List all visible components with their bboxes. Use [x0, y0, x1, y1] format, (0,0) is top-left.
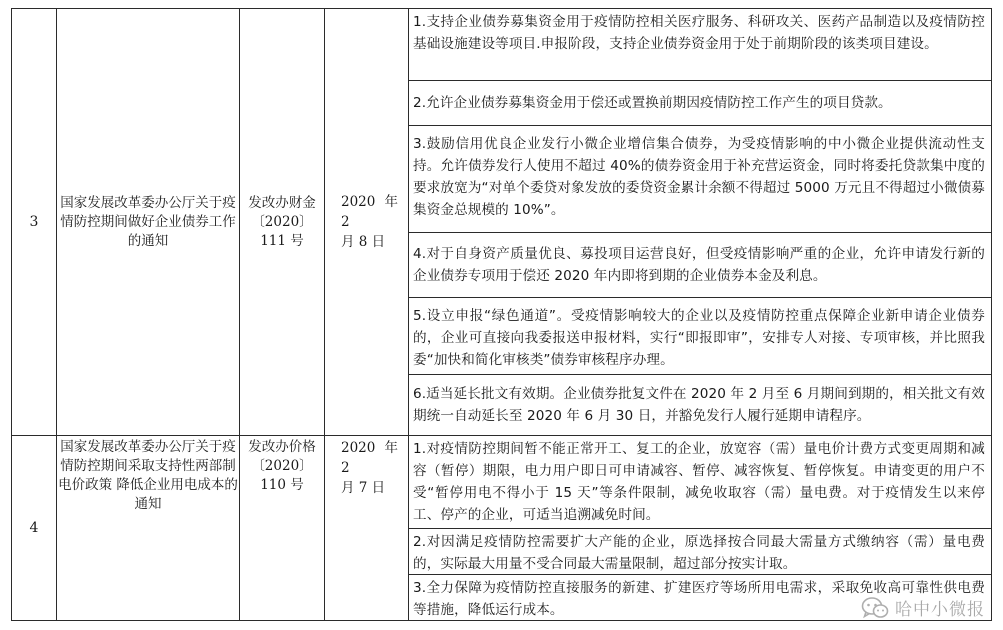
policy-item: 2.对因满足疫情防控需要扩大产能的企业，原选择按合同最大需量方式缴纳容（需）量电费的，实际最大用量不受合同最大需量限制，超过部分按实计取。 — [409, 529, 991, 575]
document-number — [240, 9, 325, 436]
date-line: 2020 年 2 — [341, 440, 398, 476]
row-number: 4 — [12, 436, 57, 621]
policy-content — [409, 436, 992, 621]
date-line: 月 8 日 — [341, 234, 386, 250]
doc-no-line: 〔2020〕 — [251, 458, 313, 474]
policy-item: 3.鼓励信用优良企业发行小微企业增信集合债券，为受疫情影响的中小微企业提供流动性支持。允许债券发行人使用不超过 40%的债券资金用于补充营运资金，同时将委托贷款集中度的要求放宽为“对单个委贷对象发放的委贷资金累计余额不得超过 5000 万元且不得超过小微债募集资金总规模的 10%”。 — [409, 126, 991, 233]
table-row — [12, 436, 992, 621]
policy-item: 1.对疫情防控期间暂不能正常开工、复工的企业，放宽容（需）量电价计费方式变更周期和减容（暂停）期限，电力用户即日可申请减容、暂停、减容恢复、暂停恢复。申请变更的用户不受“暂停用电不得小于 15 天”等条件限制，减免收取容（需）量电费。对于疫情发生以来停工、停产的企业，可适当追溯减免时间。 — [409, 436, 991, 529]
policy-title: 国家发展改革委办公厅关于疫情防控期间采取支持性两部制电价政策 降低企业用电成本的通知 — [57, 436, 240, 621]
date-line: 2020 年 2 — [341, 194, 398, 230]
doc-no-line: 〔2020〕 — [251, 213, 313, 230]
policy-title: 国家发展改革委办公厅关于疫情防控期间做好企业债券工作的通知 — [57, 9, 240, 436]
watermark-text: 哈中小微报 — [895, 600, 985, 620]
doc-no-line: 发改办价格 — [248, 439, 316, 455]
date-line: 月 7 日 — [341, 480, 386, 496]
policy-content — [409, 9, 992, 436]
policy-item: 3.全力保障为疫情防控直接服务的新建、扩建医疗等场所用电需求，采取免收高可靠性供电费等措施，降低运行成本。 — [413, 580, 985, 618]
row-number: 3 — [12, 9, 57, 436]
policy-item: 6.适当延长批文有效期。企业债券批复文件在 2020 年 2 月至 6 月期间到期的，相关批文有效期统一自动延长至 2020 年 6 月 30 日，并豁免发行人履行延期申请程序。 — [413, 386, 985, 424]
wechat-icon — [861, 596, 889, 620]
doc-no-line: 发改办财金 — [248, 194, 316, 211]
issue-date — [325, 9, 409, 436]
policy-item: 2.允许企业债券募集资金用于偿还或置换前期因疫情防控工作产生的项目贷款。 — [409, 81, 991, 126]
document-number — [240, 436, 325, 621]
table-row — [12, 9, 992, 436]
doc-no-line: 110 号 — [260, 477, 304, 493]
policy-item: 4.对于自身资产质量优良、募投项目运营良好，但受疫情影响严重的企业，允许申请发行新的企业债券专项用于偿还 2020 年内即将到期的企业债券本金及利息。 — [409, 233, 991, 298]
issue-date — [325, 436, 409, 621]
policy-item: 5.设立申报“绿色通道”。受疫情影响较大的企业以及疫情防控重点保障企业新申请企业债券的，企业可直接向我委报送申报材料，实行“即报即审”，安排专人对接、专项审核，并比照我委“加快和简化审核类”债券审核程序办理。 — [409, 298, 991, 375]
policy-item: 1.支持企业债券募集资金用于疫情防控相关医疗服务、科研攻关、医药产品制造以及疫情防控基础设施建设等项目.申报阶段，支持企业债券资金用于处于前期阶段的该类项目建设。 — [409, 9, 991, 81]
watermark — [861, 595, 985, 620]
policy-table — [11, 8, 992, 621]
doc-no-line: 111 号 — [260, 232, 304, 249]
